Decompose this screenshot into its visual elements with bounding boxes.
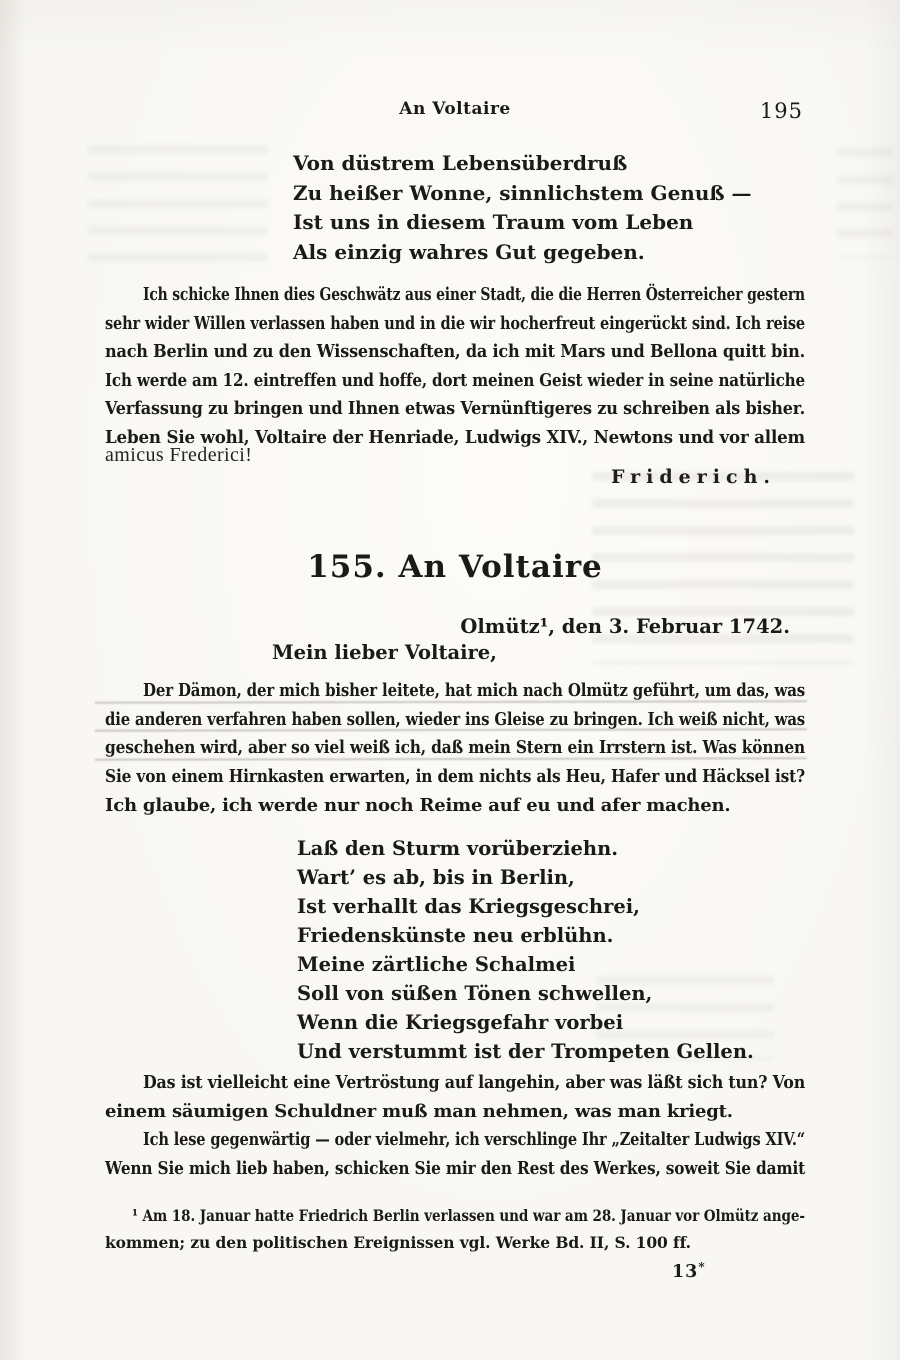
letter-paragraph-1 <box>105 677 805 821</box>
text-line: geschehen wird, aber so viel weiß ich, daß mein Stern ein Irrstern ist. Was können <box>105 734 805 763</box>
closing-paragraph <box>105 281 805 452</box>
opening-poem <box>293 149 752 267</box>
text-line: Ich werde am 12. eintreffen und hoffe, dort meinen Geist wieder in seine natürliche <box>105 369 805 391</box>
text-line: Als einzig wahres Gut gegeben. <box>293 239 645 264</box>
letter-paragraph-2 <box>105 1069 805 1126</box>
text-line: Laß den Sturm vorüberziehn. <box>297 837 619 860</box>
text-line: Zu heißer Wonne, sinnlichstem Genuß — <box>293 180 752 205</box>
text-line: sehr wider Willen verlassen haben und in die wir hocherfreut eingerückt sind. Ich reise <box>105 312 805 334</box>
text-line: Verfassung zu bringen und Ihnen etwas Vernünftigeres zu schreiben als bisher. <box>105 398 805 419</box>
text-line: Wenn Sie mich lieb haben, schicken Sie mir den Rest des Werkes, soweit Sie damit <box>105 1157 806 1179</box>
text-line: Von düstrem Lebensüberdruß <box>293 151 628 175</box>
text-line: Sie von einem Hirnkasten erwarten, in dem nichts als Heu, Hafer und Häcksel ist? <box>105 766 805 788</box>
text-line: Ist verhallt das Kriegsgeschrei, <box>297 895 640 918</box>
footnote <box>105 1202 805 1256</box>
letter-signature: Friderich. <box>611 466 776 488</box>
text-line: Ist uns in diesem Traum vom Leben <box>293 210 694 234</box>
text-line: Meine zärtliche Schalmei <box>297 953 576 976</box>
text-line: Leben Sie wohl, Voltaire der Henriade, Ludwigs XIV., Newtons und vor allem <box>105 426 806 448</box>
text-line: Friedenskünste neu erblühn. <box>297 924 614 947</box>
text-line: einem säumigen Schuldner muß man nehmen, was man kriegt. <box>105 1100 733 1122</box>
text-line: Wenn die Kriegsgefahr vorbei <box>297 1011 624 1034</box>
latin-line: amicus Frederici! <box>105 444 253 466</box>
signature-mark-number: 13 <box>672 1262 699 1282</box>
text-line: Der Dämon, der mich bisher leitete, hat mich nach Olmütz geführt, um das, was <box>105 677 805 706</box>
text-line: Und verstummt ist der Trompeten Gellen. <box>297 1040 754 1063</box>
letter-paragraph-3 <box>105 1126 805 1183</box>
printers-signature-mark <box>672 1260 706 1282</box>
text-line: kommen; zu den politischen Ereignissen vgl. Werke Bd. II, S. 100 ff. <box>105 1233 691 1252</box>
text-line: Ich schicke Ihnen dies Geschwätz aus einer Stadt, die die Herren Österreicher gestern <box>143 284 805 305</box>
text-line: Wart’ es ab, bis in Berlin, <box>297 866 575 889</box>
text-line: Ich lese gegenwärtig — oder vielmehr, ich verschlinge Ihr „Zeitalter Ludwigs XIV.“ <box>143 1129 805 1150</box>
show-through-smudge <box>838 148 893 258</box>
text-line: Soll von süßen Tönen schwellen, <box>297 982 653 1005</box>
text-line: nach Berlin und zu den Wissenschaften, da ich mit Mars und Bellona quitt bin. <box>105 341 805 362</box>
text-line: Ich glaube, ich werde nur noch Reime auf eu und afer machen. <box>105 794 731 816</box>
text-line: die anderen verfahren haben sollen, wieder ins Gleise zu bringen. Ich weiß nicht, was <box>105 706 805 735</box>
running-head <box>105 99 805 123</box>
show-through-smudge <box>88 145 268 263</box>
signature-mark-star: * <box>698 1260 706 1274</box>
salutation: Mein lieber Voltaire, <box>272 641 497 664</box>
running-title: An Voltaire <box>399 99 511 119</box>
page-number: 195 <box>759 99 803 123</box>
letter-poem <box>297 834 754 1066</box>
text-line: Das ist vielleicht eine Vertröstung auf langehin, aber was läßt sich tun? Von <box>143 1072 806 1093</box>
text-line: ¹ Am 18. Januar hatte Friedrich Berlin verlassen und war am 28. Januar vor Olmütz ange- <box>132 1206 805 1225</box>
dateline: Olmütz¹, den 3. Februar 1742. <box>460 615 790 638</box>
letter-heading: 155. An Voltaire <box>307 549 603 585</box>
